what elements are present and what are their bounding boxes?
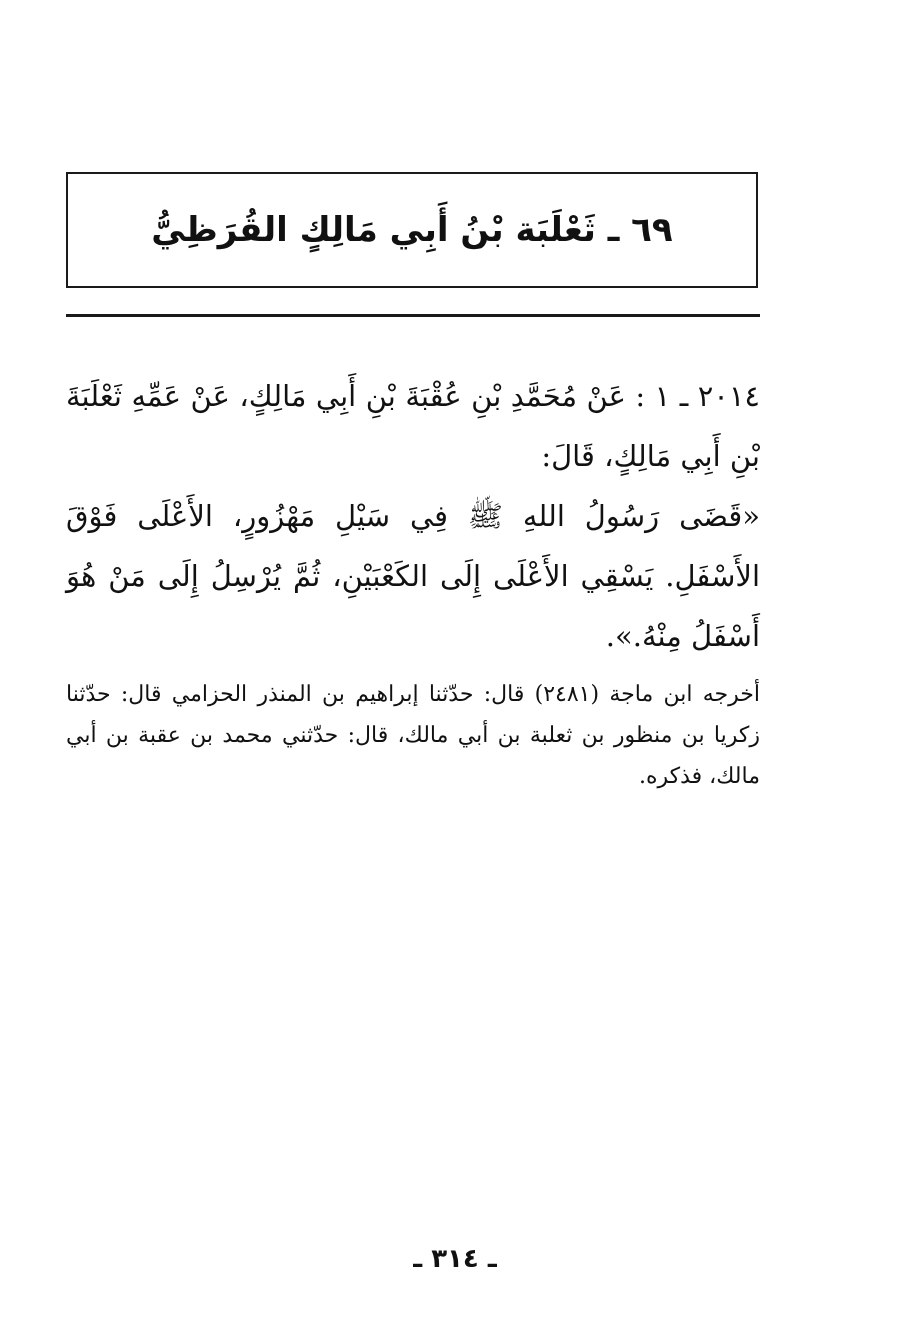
hadith-block	[66, 366, 760, 666]
chapter-title-box	[66, 172, 758, 288]
hadith-chain: ٢٠١٤ ـ ١ : عَنْ مُحَمَّدِ بْنِ عُقْبَةَ بْنِ أَبِي مَالِكٍ، عَنْ عَمِّهِ ثَعْلَبَةَ بْنِ أَبِي مَالِكٍ، قَالَ:	[66, 379, 760, 473]
page-number: ـ ٣١٤ ـ	[413, 1244, 497, 1274]
chapter-title: ٦٩ ـ ثَعْلَبَة بْنُ أَبِي مَالِكٍ القُرَظِيُّ	[151, 209, 673, 250]
header-divider	[66, 314, 760, 317]
takhrij-note: أخرجه ابن ماجة (٢٤٨١) قال: حدّثنا إبراهيم بن المنذر الحزامي قال: حدّثنا زكريا بن منظور بن ثعلبة بن أبي مالك، قال: حدّثني محمد بن عقبة بن أبي مالك، فذكره.	[66, 682, 760, 789]
hadith-text: «قَضَى رَسُولُ اللهِ ﷺ فِي سَيْلِ مَهْزُورٍ، الأَعْلَى فَوْقَ الأَسْفَلِ. يَسْقِي الأَعْلَى إِلَى الكَعْبَيْنِ، ثُمَّ يُرْسِلُ إِلَى مَنْ هُوَ أَسْفَلُ مِنْهُ.».	[66, 499, 760, 653]
